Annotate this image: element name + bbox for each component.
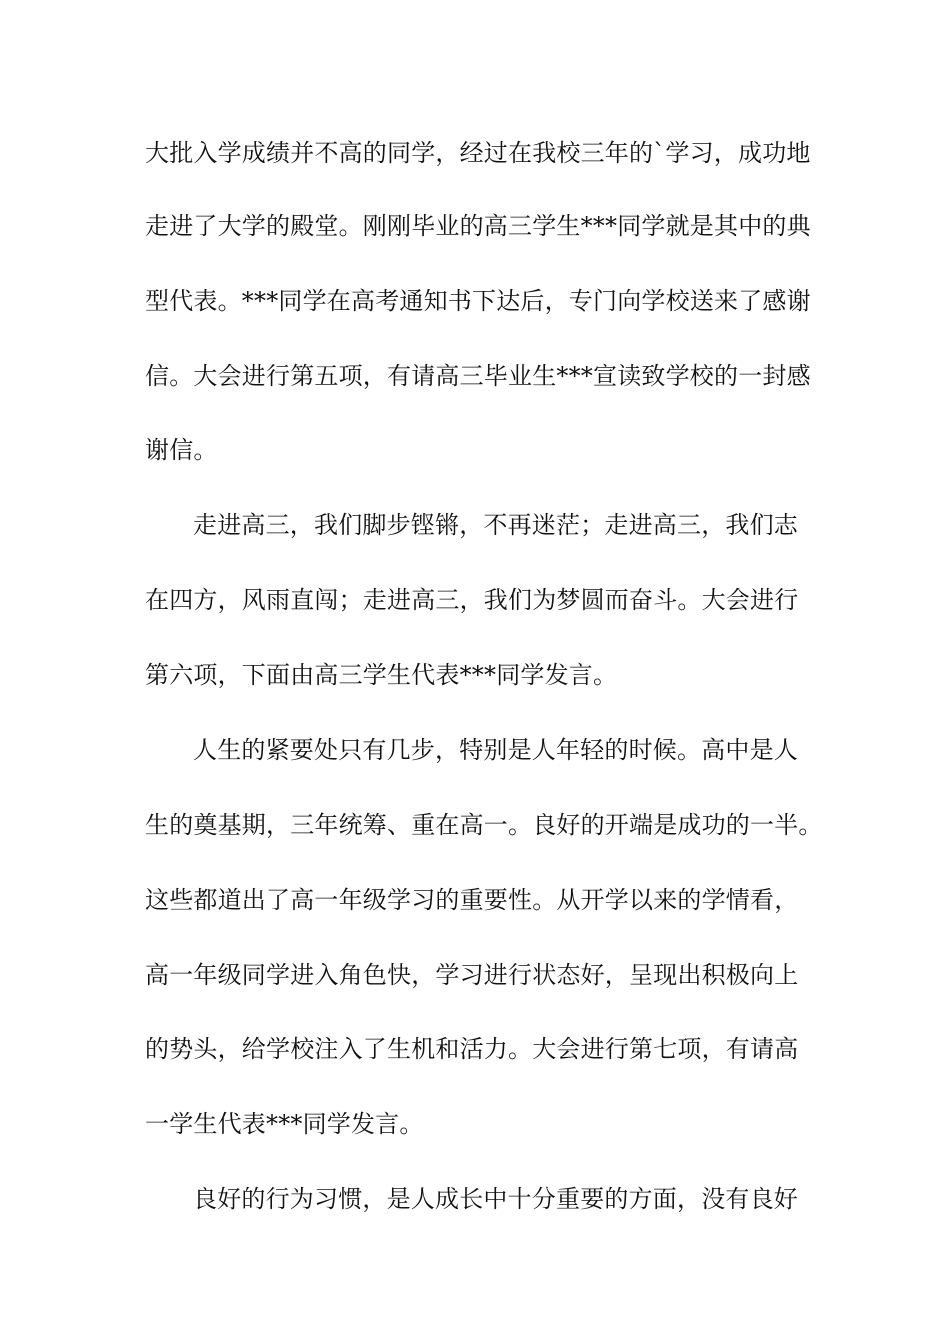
text-line: 生的奠基期，三年统筹、重在高一。良好的开端是成功的一半。 [145, 811, 823, 839]
text-line: 信。大会进行第五项，有请高三毕业生***宣读致学校的一封感 [145, 362, 811, 390]
text-line: 大批入学成绩并不高的同学，经过在我校三年的`学习，成功地 [145, 139, 811, 167]
text-line: 高一年级同学进入角色快，学习进行状态好，呈现出积极向上 [145, 961, 799, 989]
text-line: 这些都道出了高一年级学习的重要性。从开学以来的学情看， [145, 886, 799, 914]
text-line: 在四方，风雨直闯；走进高三，我们为梦圆而奋斗。大会进行 [145, 586, 799, 614]
text-line: 走进了大学的殿堂。刚刚毕业的高三学生***同学就是其中的典 [145, 212, 811, 240]
text-line: 的势头，给学校注入了生机和活力。大会进行第七项，有请高 [145, 1035, 799, 1063]
paragraph-start-line: 走进高三，我们脚步铿锵，不再迷茫；走进高三，我们志 [193, 511, 798, 539]
text-line: 第六项，下面由高三学生代表***同学发言。 [145, 661, 618, 689]
text-line: 型代表。***同学在高考通知书下达后，专门向学校送来了感谢 [145, 287, 811, 315]
paragraph-start-line: 良好的行为习惯，是人成长中十分重要的方面，没有良好 [193, 1185, 798, 1213]
paragraph-start-line: 人生的紧要处只有几步，特别是人年轻的时候。高中是人 [193, 736, 798, 764]
text-line: 谢信。 [145, 436, 218, 464]
text-line: 一学生代表***同学发言。 [145, 1110, 424, 1138]
